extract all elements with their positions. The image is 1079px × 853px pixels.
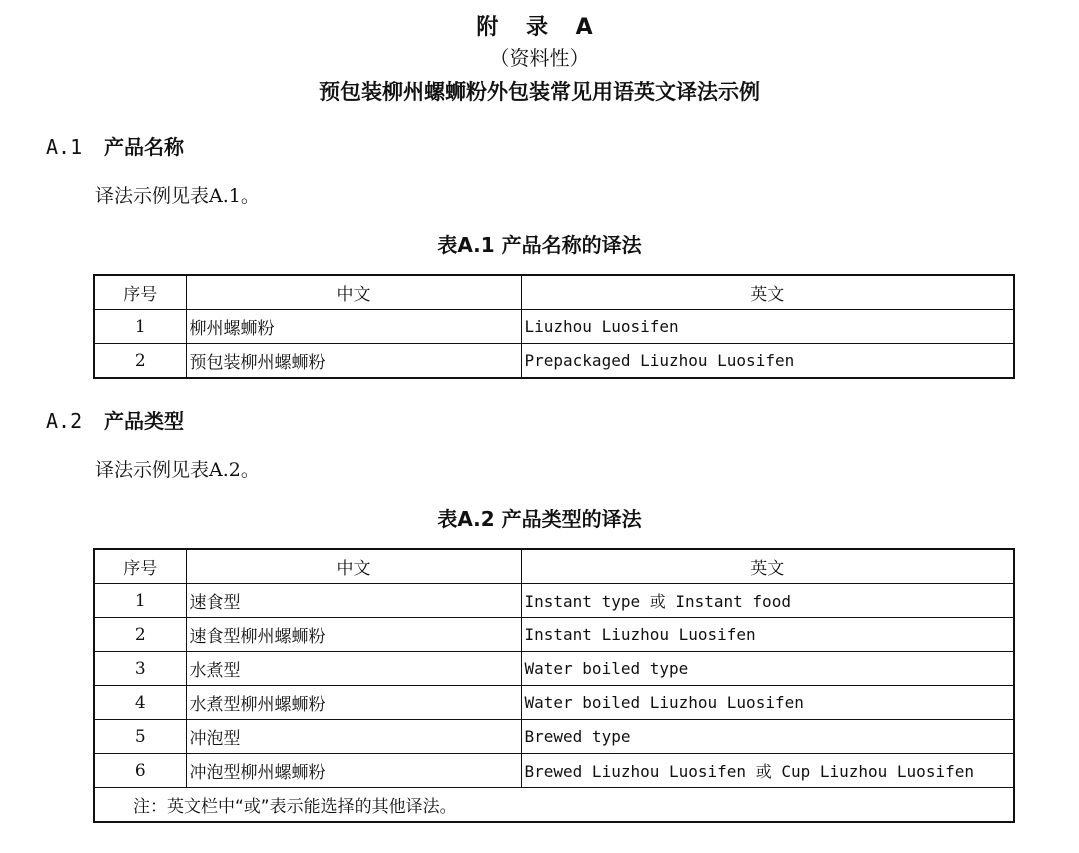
section-a1-title: 产品名称 xyxy=(104,135,184,159)
row-chinese: 速食型 xyxy=(186,584,521,618)
row-english: Water boiled type xyxy=(521,652,1014,686)
col-header-index: 序号 xyxy=(94,275,186,310)
table-a1 xyxy=(93,274,1015,379)
row-english: Instant type 或 Instant food xyxy=(521,584,1014,618)
section-a2-heading xyxy=(46,405,184,434)
row-chinese: 水煮型柳州螺蛳粉 xyxy=(186,686,521,720)
table-row xyxy=(94,686,1014,720)
row-english: Liuzhou Luosifen xyxy=(521,310,1014,344)
row-english: Prepackaged Liuzhou Luosifen xyxy=(521,344,1014,379)
table-a2-header-row xyxy=(94,549,1014,584)
row-index: 3 xyxy=(94,652,186,686)
row-chinese: 柳州螺蛳粉 xyxy=(186,310,521,344)
row-chinese: 水煮型 xyxy=(186,652,521,686)
row-index: 4 xyxy=(94,686,186,720)
table-a2-caption: 表A.2 产品类型的译法 xyxy=(437,507,642,531)
col-header-chinese: 中文 xyxy=(186,275,521,310)
row-chinese: 冲泡型柳州螺蛳粉 xyxy=(186,754,521,788)
annex-nature: （资料性） xyxy=(489,46,590,70)
annex-label: 附 录 A xyxy=(476,15,603,40)
section-a1-intro: 译法示例见表A.1。 xyxy=(95,185,260,207)
table-row xyxy=(94,754,1014,788)
row-english: Instant Liuzhou Luosifen xyxy=(521,618,1014,652)
row-index: 6 xyxy=(94,754,186,788)
row-index: 5 xyxy=(94,720,186,754)
table-row xyxy=(94,618,1014,652)
section-a1-heading xyxy=(46,131,184,160)
row-index: 2 xyxy=(94,344,186,379)
table-row xyxy=(94,652,1014,686)
row-index: 1 xyxy=(94,310,186,344)
col-header-index: 序号 xyxy=(94,549,186,584)
col-header-english: 英文 xyxy=(521,549,1014,584)
table-row xyxy=(94,310,1014,344)
row-english: Water boiled Liuzhou Luosifen xyxy=(521,686,1014,720)
table-note-row xyxy=(94,788,1014,823)
section-a1-number: A.1 xyxy=(46,135,83,159)
table-a2-note: 注：英文栏中“或”表示能选择的其他译法。 xyxy=(94,788,1014,823)
section-a2-number: A.2 xyxy=(46,409,83,433)
col-header-english: 英文 xyxy=(521,275,1014,310)
table-row xyxy=(94,344,1014,379)
section-a2-title: 产品类型 xyxy=(104,409,184,433)
row-english: Brewed type xyxy=(521,720,1014,754)
col-header-chinese: 中文 xyxy=(186,549,521,584)
table-row xyxy=(94,584,1014,618)
row-english: Brewed Liuzhou Luosifen 或 Cup Liuzhou Luosifen xyxy=(521,754,1014,788)
row-chinese: 预包装柳州螺蛳粉 xyxy=(186,344,521,379)
annex-title: 预包装柳州螺蛳粉外包装常见用语英文译法示例 xyxy=(319,80,760,104)
row-index: 2 xyxy=(94,618,186,652)
table-a1-header-row xyxy=(94,275,1014,310)
table-a1-caption: 表A.1 产品名称的译法 xyxy=(437,233,642,257)
row-chinese: 冲泡型 xyxy=(186,720,521,754)
row-index: 1 xyxy=(94,584,186,618)
table-row xyxy=(94,720,1014,754)
table-a2 xyxy=(93,548,1015,823)
row-chinese: 速食型柳州螺蛳粉 xyxy=(186,618,521,652)
section-a2-intro: 译法示例见表A.2。 xyxy=(95,459,260,481)
